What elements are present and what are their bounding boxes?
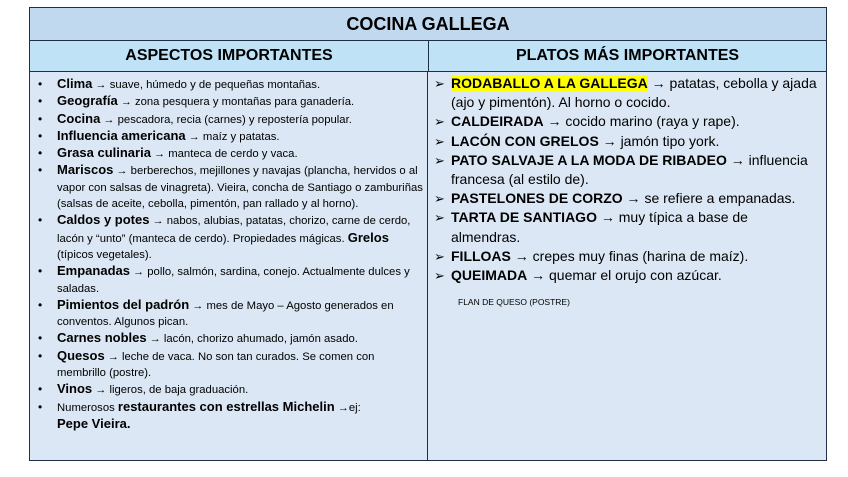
- list-item: • Geografía → zona pesquera y montañas para ganadería.: [38, 93, 423, 110]
- list-item: ➢ QUEIMADA → quemar el orujo con azúcar.: [434, 266, 820, 285]
- list-item: ➢ PATO SALVAJE A LA MODA DE RIBADEO → influencia francesa (al estilo de).: [434, 151, 820, 189]
- list-item: ➢ FILLOAS → crepes muy finas (harina de maíz).: [434, 247, 820, 266]
- list-item: ➢ RODABALLO A LA GALLEGA → patatas, cebolla y ajada (ajo y pimentón). Al horno o cocido.: [434, 74, 820, 112]
- list-item: • Mariscos → berberechos, mejillones y navajas (plancha, hervidos o al vapor con salsas de vinagreta). Vieira, concha de Santiago o zamburiñas (salsas de aceite, cebolla, pimentón, pan rallado y al horno).: [38, 162, 423, 212]
- list-item: ➢ PASTELONES DE CORZO → se refiere a empanadas.: [434, 189, 820, 208]
- body-row: [30, 72, 826, 461]
- header-aspectos: ASPECTOS IMPORTANTES: [30, 41, 429, 71]
- list-item: ➢ TARTA DE SANTIAGO → muy típica a base de almendras.: [434, 208, 820, 246]
- list-item: • Vinos → ligeros, de baja graduación.: [38, 381, 423, 398]
- flan-note: FLAN DE QUESO (POSTRE): [458, 297, 570, 308]
- header-platos: PLATOS MÁS IMPORTANTES: [515, 47, 740, 64]
- cocina-gallega-table: [29, 7, 827, 461]
- list-item: • Clima → suave, húmedo y de pequeñas montañas.: [38, 76, 423, 93]
- platos-column: [428, 72, 826, 461]
- list-item-restaurantes: • Numerosos restaurantes con estrellas Michelin →ej: Pepe Vieira.: [38, 399, 423, 434]
- list-item: • Pimientos del padrón → mes de Mayo – Agosto generados en conventos. Algunos pican.: [38, 297, 423, 331]
- highlighted-dish: RODABALLO A LA GALLEGA: [451, 75, 648, 91]
- aspectos-list: [38, 76, 423, 433]
- list-item: • Caldos y potes → nabos, alubias, patatas, chorizo, carne de cerdo, lacón y “unto” (manteca de cerdo). Propiedades mágicas. Grelos (típicos vegetales).: [38, 212, 423, 263]
- list-item: • Cocina → pescadora, recia (carnes) y repostería popular.: [38, 111, 423, 128]
- list-item: ➢ CALDEIRADA → cocido marino (raya y rape).: [434, 112, 820, 131]
- aspectos-column: [30, 72, 428, 461]
- table-title: COCINA GALLEGA: [30, 8, 826, 41]
- platos-list: [434, 74, 820, 285]
- list-item: • Carnes nobles → lacón, chorizo ahumado, jamón asado.: [38, 330, 423, 347]
- list-item: • Quesos → leche de vaca. No son tan curados. Se comen con membrillo (postre).: [38, 348, 423, 382]
- header-row: [30, 41, 826, 72]
- list-item: • Empanadas → pollo, salmón, sardina, conejo. Actualmente dulces y saladas.: [38, 263, 423, 297]
- list-item: • Influencia americana → maíz y patatas.: [38, 128, 423, 145]
- list-item: • Grasa culinaria → manteca de cerdo y vaca.: [38, 145, 423, 162]
- list-item: ➢ LACÓN CON GRELOS → jamón tipo york.: [434, 132, 820, 151]
